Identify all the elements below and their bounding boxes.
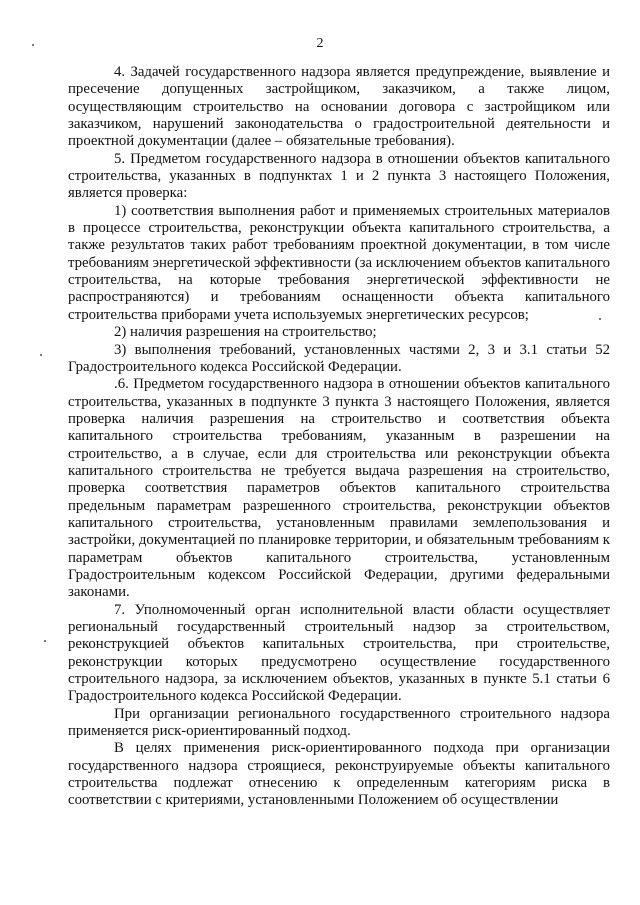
scan-speck bbox=[44, 640, 46, 642]
paragraph-5-item-2: 2) наличия разрешения на строительство; bbox=[114, 324, 377, 341]
paragraph-7: 7. Уполномоченный орган исполнительной власти области осуществляет региональный государственный строительный надзор за строительством, реконструкцией объектов капитальных строительства, при строительстве, реконструкции которых предусмотрено осуществление государственного строительного надзора, за исключением объектов, указанных в пункте 5.1 статьи 6 Градостроительного кодекса Российской Федерации. bbox=[68, 601, 610, 705]
scan-speck bbox=[40, 354, 42, 356]
paragraph-risk-categories: В целях применения риск-ориентированного подхода при организации государственного надзора строящиеся, реконструируемые объекты капитального строительства подлежат отнесению к определенным категориям риска в соответствии с критериями, установленными Положением об осуществлении bbox=[68, 740, 610, 809]
paragraph-5-item-3: 3) выполнения требований, установленных частями 2, 3 и 3.1 статьи 52 Градостроительного кодекса Российской Федерации. bbox=[68, 341, 610, 375]
paragraph-6: .6. Предметом государственного надзора в отношении объектов капитального строительства, указанных в подпункте 3 пункта 3 настоящего Положения, является проверка наличия разрешения на строительство и соответствия объекта капитального строительства требованиям, указанным в разрешении на строительство, а в случае, если для строительства или реконструкции объекта капитального строительства не требуется выдача разрешения на строительство, проверка соответствия параметров объектов капитального строительства предельным параметрам разрешенного строительства, реконструкции объектов капитального строительства, установленным правилами землепользования и застройки, документацией по планировке территории, и обязательным требованиям к параметрам объектов капитального строительства, установленным Градостроительным кодексом Российской Федерации, другими федеральными законами. bbox=[68, 376, 610, 601]
paragraph-4: 4. Задачей государственного надзора является предупреждение, выявление и пресечение допущенных застройщиком, заказчиком, а также лицом, осуществляющим строительство на основании договора с застройщиком или заказчиком, нарушений законодательства о градостроительной деятельности и проектной документации (далее – обязательные требования). bbox=[68, 64, 610, 150]
page-number: 2 bbox=[316, 36, 324, 51]
document-body bbox=[68, 64, 610, 810]
paragraph-5: 5. Предметом государственного надзора в отношении объектов капитального строительства, указанных в подпунктах 1 и 2 пункта 3 настоящего Положения, является проверка: bbox=[68, 150, 610, 202]
paragraph-risk-approach: При организации регионального государственного строительного надзора применяется риск-ориентированный подход. bbox=[68, 705, 610, 740]
scan-speck bbox=[32, 44, 34, 46]
paragraph-5-item-1: 1) соответствия выполнения работ и применяемых строительных материалов в процессе строительства, реконструкции объекта капитального строительства, а также результатов таких работ требованиям проектной документации, в том числе требованиям энергетической эффективности (за исключением объектов капитального строительства, на которые требования энергетической эффективности не распространяются) и требованиям оснащенности объекта капитального строительства приборами учета используемых энергетических ресурсов; bbox=[68, 202, 610, 323]
